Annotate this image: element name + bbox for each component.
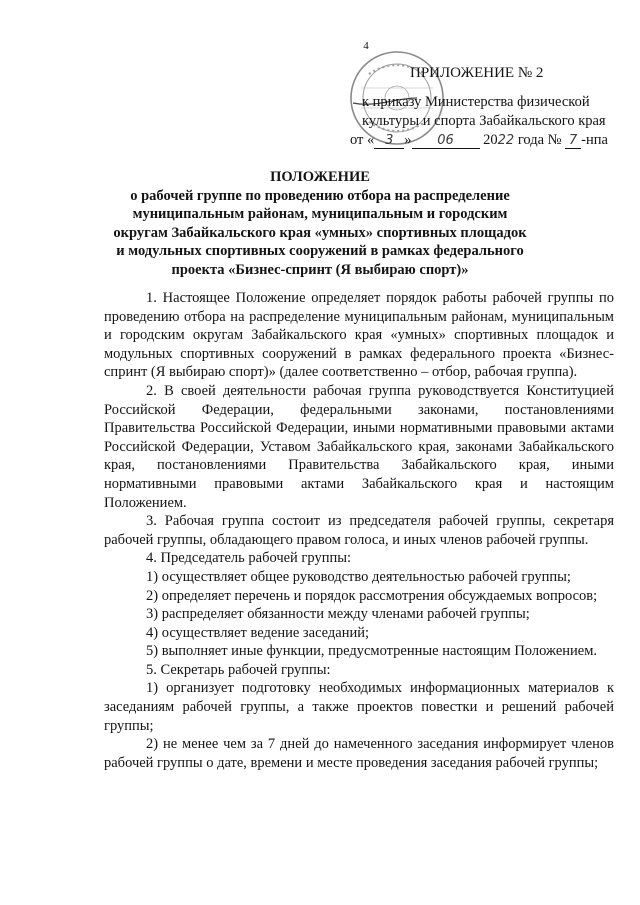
date-year-word: года № xyxy=(517,132,562,148)
date-prefix: от « xyxy=(350,132,375,148)
document-title: ПОЛОЖЕНИЕ xyxy=(270,169,370,185)
paragraph: 1. Настоящее Положение определяет порядок работы рабочей группы по проведению отбора на распределение муниципальным районам, муниципальным и городским округам Забайкальского края «умных» спортивных площадок и модульных спортивных сооружений в рамках федерального проекта «Бизнес-спринт (Я выбираю спорт)» (далее соответственно – отбор, рабочая группа). xyxy=(104,290,614,381)
paragraph: 3) распределяет обязанности между членами рабочей группы; xyxy=(146,606,530,623)
paragraph: 2) определяет перечень и порядок рассмотрения обсуждаемых вопросов; xyxy=(146,587,598,604)
paragraph: 5) выполняет иные функции, предусмотренные настоящим Положением. xyxy=(146,643,598,660)
date-month: 06 xyxy=(412,133,480,149)
appendix-date-line xyxy=(350,131,610,150)
appendix-block xyxy=(350,64,610,150)
document-heading xyxy=(110,168,530,280)
appendix-line-order: к приказу Министерства физической xyxy=(362,94,590,110)
date-year-prefix: 20 xyxy=(483,132,498,148)
paragraph: 5. Секретарь рабочей группы: xyxy=(146,661,331,678)
document-subtitle: о рабочей группе по проведению отбора на распределение муниципальным районам, муниципальным и городским округам Забайкальского края «умных» спортивных площадок и модульных спортивных сооружений в рамках федерального проекта «Бизнес-спринт (Я выбираю спорт)» xyxy=(113,187,527,278)
paragraph: 2. В своей деятельности рабочая группа руководствуется Конституцией Российской Федерации, федеральными законами, постановлениями Правительства Российской Федерации, иными нормативными правовыми актами Российской Федерации, Уставом Забайкальского края, законами Забайкальского края, постановлениями Правительства Забайкальского края, иными нормативными правовыми актами Забайкальского края и настоящим Положением. xyxy=(104,382,614,511)
date-day: 3 xyxy=(374,133,404,149)
document-body xyxy=(104,289,614,772)
appendix-title: ПРИЛОЖЕНИЕ № 2 xyxy=(410,65,544,81)
paragraph: 1) осуществляет общее руководство деятельностью рабочей группы; xyxy=(146,568,571,585)
paragraph: 2) не менее чем за 7 дней до намеченного заседания информирует членов рабочей группы о дате, времени и месте проведения заседания рабочей группы; xyxy=(104,736,614,771)
paragraph: 4. Председатель рабочей группы: xyxy=(146,550,351,567)
page-number: 4 xyxy=(363,40,369,52)
order-number: 7 xyxy=(565,133,581,149)
order-suffix: -нпа xyxy=(581,132,608,148)
paragraph: 1) организует подготовку необходимых информационных материалов к заседаниям рабочей группы, а также проектов повестки и решений рабочей группы; xyxy=(104,680,614,734)
appendix-line-ministry: культуры и спорта Забайкальского края xyxy=(362,113,606,129)
date-mid: » xyxy=(404,132,412,148)
paragraph: 4) осуществляет ведение заседаний; xyxy=(146,624,370,641)
paragraph: 3. Рабочая группа состоит из председателя рабочей группы, секретаря рабочей группы, обладающего правом голоса, и иных членов рабочей группы. xyxy=(104,513,614,548)
date-year-suffix: 22 xyxy=(497,133,515,148)
